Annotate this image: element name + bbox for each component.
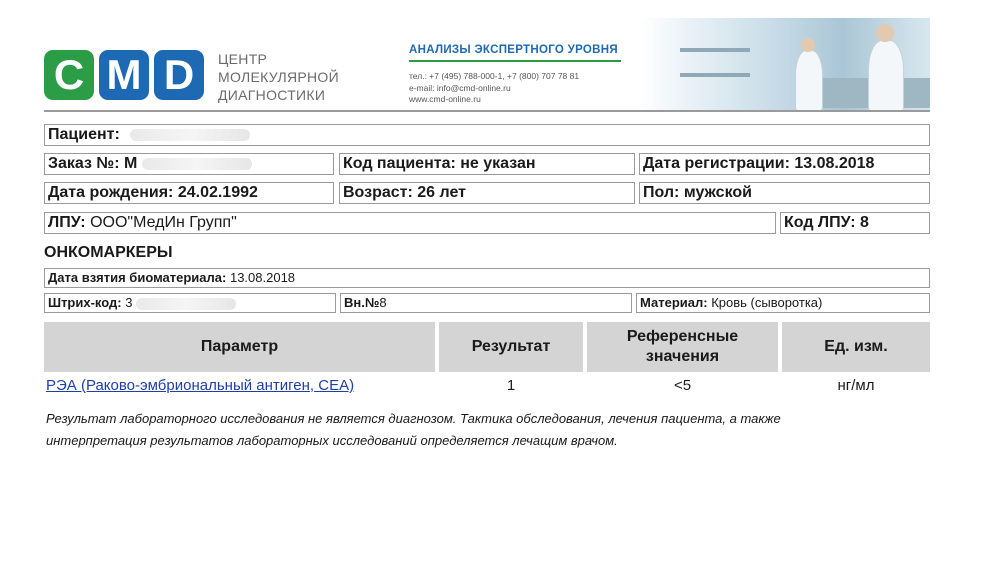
lab-worker [868, 40, 904, 110]
barcode-value: 3 [125, 295, 133, 310]
patient-field [44, 124, 930, 146]
registration-date-field: Дата регистрации: 13.08.2018 [639, 153, 930, 175]
section-title: ОНКОМАРКЕРЫ [44, 244, 173, 261]
center-name [218, 50, 339, 104]
laboratory-photo [640, 18, 930, 110]
age-field: Возраст: 26 лет [339, 182, 635, 204]
table-row-result: 1 [506, 377, 516, 394]
disclaimer [46, 408, 936, 452]
header-parameter: Параметр [44, 322, 435, 372]
center-name-line-1: ЦЕНТР [218, 51, 268, 67]
disclaimer-line-1: Результат лабораторного исследования не является диагнозом. Тактика обследования, лечения пациента, а также [46, 411, 781, 426]
tagline: АНАЛИЗЫ ЭКСПЕРТНОГО УРОВНЯ [409, 44, 618, 56]
collection-date-field [44, 268, 930, 288]
lpu-code-field [780, 212, 930, 234]
order-value: М [124, 155, 138, 172]
collection-date-label: Дата взятия биоматериала: [48, 270, 227, 285]
logo-letter-c: C [44, 50, 94, 100]
material-label: Материал: [640, 295, 708, 310]
sex-field: Пол: мужской [639, 182, 930, 204]
contact-website: www.cmd-online.ru [409, 94, 481, 104]
birth-date-field: Дата рождения: 24.02.1992 [44, 182, 334, 204]
lab-shelf [680, 73, 750, 77]
lab-worker [795, 50, 823, 110]
logo-letter-d: D [154, 50, 204, 100]
patient-label: Пациент: [48, 126, 120, 143]
internal-number-label: Вн.№ [344, 295, 380, 310]
header-unit: Ед. изм. [782, 322, 930, 372]
redacted-barcode [136, 298, 236, 310]
disclaimer-line-2: интерпретация результатов лабораторных исследований определяется лечащим врачом. [46, 433, 618, 448]
lpu-code-label: Код ЛПУ: [784, 214, 856, 231]
lpu-code-value: 8 [860, 214, 869, 231]
internal-number-field [340, 293, 632, 313]
table-row-unit: нг/мл [837, 377, 875, 394]
barcode-field [44, 293, 336, 313]
header-reference: Референсные значения [587, 322, 778, 372]
lpu-label: ЛПУ: [48, 214, 86, 231]
contact-phone: тел.: +7 (495) 788-000-1, +7 (800) 707 78 81 [409, 71, 580, 81]
cmd-logo [44, 50, 204, 100]
header-result: Результат [439, 322, 583, 372]
logo-letter-m: M [99, 50, 149, 100]
contacts [409, 71, 579, 106]
collection-date-value: 13.08.2018 [229, 270, 296, 285]
table-row-parameter[interactable] [46, 376, 437, 396]
lpu-field [44, 212, 776, 234]
lab-worker-head [876, 24, 894, 42]
redacted-order-number [142, 158, 252, 170]
material-field [636, 293, 930, 313]
tagline-underline [409, 60, 621, 62]
internal-number-value: 8 [379, 295, 387, 310]
table-row-reference: <5 [673, 377, 692, 394]
header-divider [44, 110, 930, 112]
parameter-link[interactable]: РЭА (Раково-эмбриональный антиген, CEA) [46, 377, 355, 394]
barcode-label: Штрих-код: [48, 295, 122, 310]
lab-worker-head [801, 38, 815, 52]
material-value: Кровь (сыворотка) [711, 295, 823, 310]
contact-email: e-mail: info@cmd-online.ru [409, 82, 511, 93]
order-label: Заказ №: [48, 155, 120, 172]
lpu-value: ООО"МедИн Групп" [90, 214, 237, 231]
center-name-line-3: ДИАГНОСТИКИ [218, 87, 326, 103]
center-name-line-2: МОЛЕКУЛЯРНОЙ [218, 69, 339, 85]
order-field [44, 153, 334, 175]
patient-code-field: Код пациента: не указан [339, 153, 635, 175]
redacted-patient-name [130, 129, 250, 141]
lab-shelf [680, 48, 750, 52]
